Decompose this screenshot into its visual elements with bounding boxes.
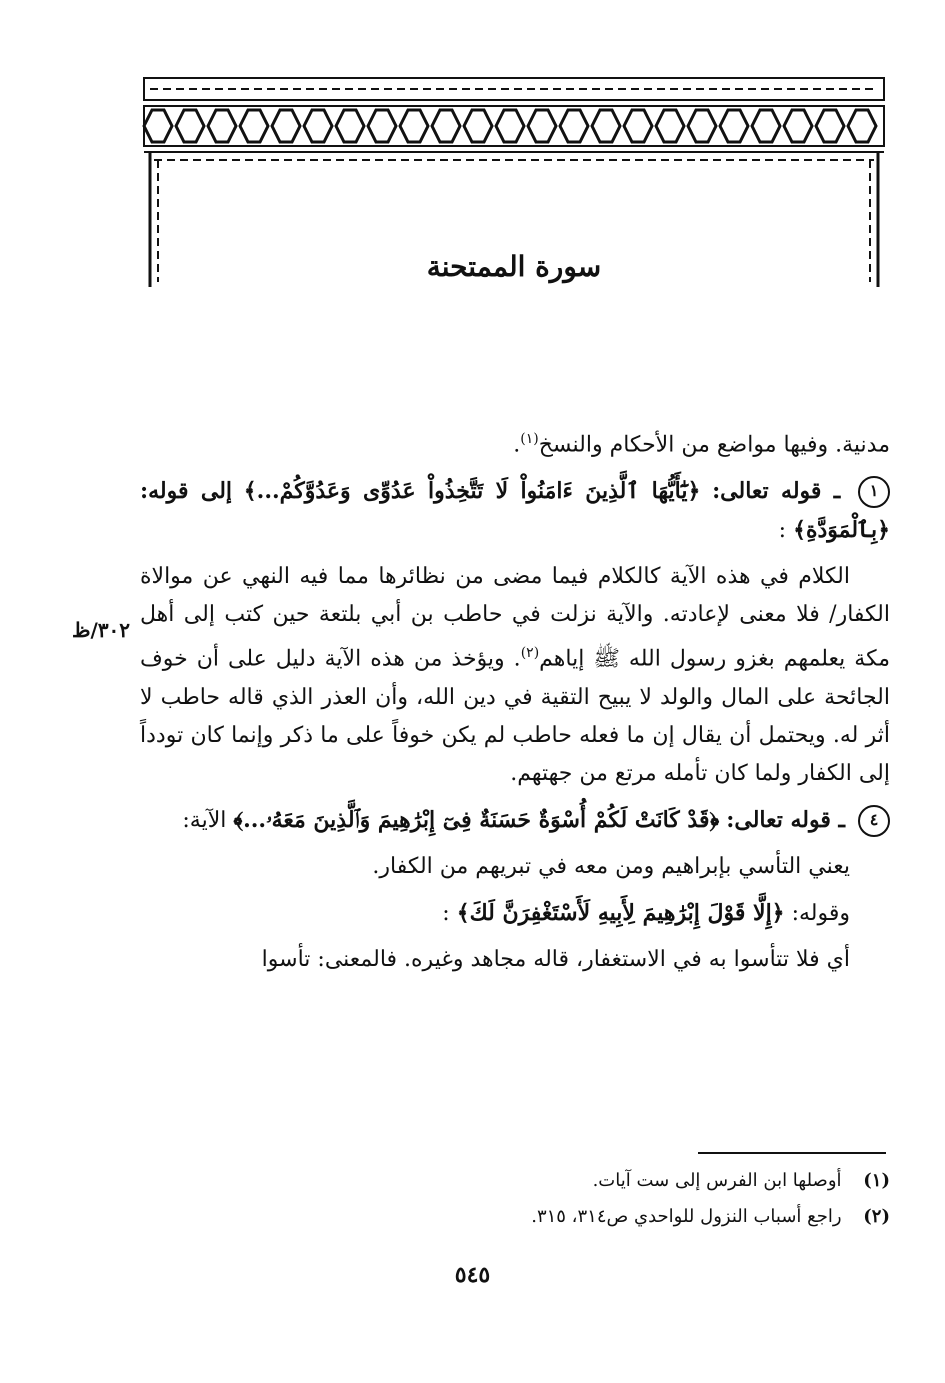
surah-title: سورة الممتحنة: [426, 250, 602, 283]
quote-paragraph: [140, 894, 890, 933]
footnote-2: [140, 1206, 890, 1227]
footnote-number: (٢): [863, 1206, 890, 1227]
footnote-ref: (١): [520, 431, 539, 447]
page-number: ٥٤٥: [454, 1262, 491, 1288]
verse-lead: ـ قوله تعالى:: [712, 478, 841, 505]
verse-tail: إلى قوله:: [140, 478, 233, 505]
verse-number-marker: ٤: [858, 805, 890, 837]
footnote-text: أوصلها ابن الفرس إلى ست آيات.: [592, 1170, 842, 1191]
footnote-text: راجع أسباب النزول للواحدي ص٣١٤، ٣١٥.: [531, 1206, 842, 1227]
paragraph-text: أي فلا تتأسوا به في الاستغفار، قاله مجاهد وغيره. فالمعنى: تأسوا: [261, 946, 850, 972]
footnote-1: [140, 1170, 890, 1191]
verse-number-marker: ١: [858, 476, 890, 508]
margin-folio-note: ٣٠٢/ظ: [72, 618, 131, 642]
verse-colon: :: [778, 518, 787, 544]
verse-tail: الآية:: [182, 807, 227, 833]
intro-paragraph: مدنية. وفيها مواضع من الأحكام والنسخ$^{(١)}$.: [513, 431, 890, 458]
quran-quote: ﴿قَدْ كَانَتْ لَكُمْ أُسْوَةٌ حَسَنَةٌ فِىٓ إِبْرَٰهِيمَ وَٱلَّذِينَ مَعَهُۥ...﴾: [233, 806, 720, 833]
paragraph-text: يعني التأسي بإبراهيم ومن معه في تبريهم من الكفار.: [372, 853, 850, 879]
quote-lead: وقوله:: [791, 900, 850, 926]
final-paragraph: [140, 941, 890, 979]
main-text: [140, 420, 890, 987]
paragraph-text: مدنية. وفيها مواضع من الأحكام والنسخ: [538, 432, 890, 458]
paragraph-text: الكلام في هذه الآية كالكلام فيما مضى من نظائرها مما فيه النهي عن موالاة الكفار/ فلا معنى لإعادته. والآية نزلت في حاطب بن أبي بلتعة حين كتب إلى أهل مكة يعلمهم بغزو رسول الله ﷺ إياهم: [140, 564, 891, 672]
footnote-divider: [698, 1152, 886, 1154]
paragraph-text-2: . ويؤخذ من هذه الآية دليل على أن خوف الجائحة على المال والولد لا يبيح التقية في دين الله، وأن العذر الذي قاله حاطب لا أثر له. ويحتمل أن يقال إن ما فعله حاطب لم يكن خوفاً على ما ذكر وإنما كان تودداً إلى الكفار ولما كان تأمله مرتع من جهتهم.: [140, 646, 890, 786]
verse-1-heading: [140, 472, 890, 550]
commentary-paragraph: [140, 558, 890, 792]
quran-quote-2: ﴿بِٱلْمَوَدَّةِ﴾: [793, 517, 890, 544]
footnote-number: (١): [863, 1170, 890, 1191]
quran-quote: ﴿إِلَّا قَوْلَ إِبْرَٰهِيمَ لِأَبِيهِ لَأَسْتَغْفِرَنَّ لَكَ﴾: [456, 899, 785, 926]
explanation-paragraph: [140, 848, 890, 886]
verse-4-heading: [140, 801, 890, 840]
footnote-ref: (٢): [520, 645, 540, 662]
quran-quote: ﴿يَٰٓأَيُّهَا ٱلَّذِينَ ءَامَنُواْ لَا تَتَّخِذُواْ عَدُوِّى وَعَدُوَّكُمْ...﴾: [243, 478, 701, 505]
quote-colon: :: [442, 900, 450, 926]
verse-lead: ـ قوله تعالى:: [726, 806, 845, 833]
